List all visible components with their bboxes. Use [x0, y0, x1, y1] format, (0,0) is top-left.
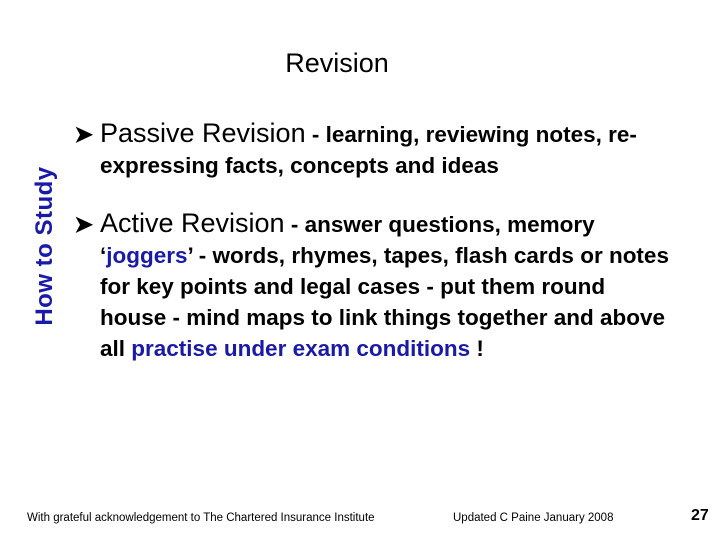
bullet-text: ’ - words, rhymes, tapes, flash cards or notes for key points and legal cases - put them round house - mind maps to link things together and above all [100, 243, 669, 361]
highlight-joggers: joggers [106, 243, 188, 268]
bullet-text: ! [470, 336, 484, 361]
bullet-text: - learning, reviewing notes, re-expressing facts, concepts and ideas [100, 122, 637, 178]
slide-title: Revision [285, 48, 389, 78]
arrow-bullet-icon: ➤ [74, 121, 94, 147]
bullet-list [72, 118, 672, 364]
bullet-lead: Active Revision [100, 208, 285, 238]
page-number: 27 [691, 507, 709, 524]
footer-acknowledgement: With grateful acknowledgement to The Chartered Insurance Institute [27, 512, 375, 524]
footer-updated: Updated C Paine January 2008 [453, 512, 614, 524]
highlight-exam-conditions: practise under exam conditions [131, 336, 471, 361]
bullet-passive-revision [72, 118, 672, 181]
side-title: How to Study [31, 166, 58, 326]
bullet-lead: Passive Revision [100, 118, 306, 148]
bullet-text: - answer questions, memory ‘ [100, 212, 595, 268]
arrow-bullet-icon: ➤ [74, 211, 94, 237]
bullet-active-revision [72, 208, 672, 364]
